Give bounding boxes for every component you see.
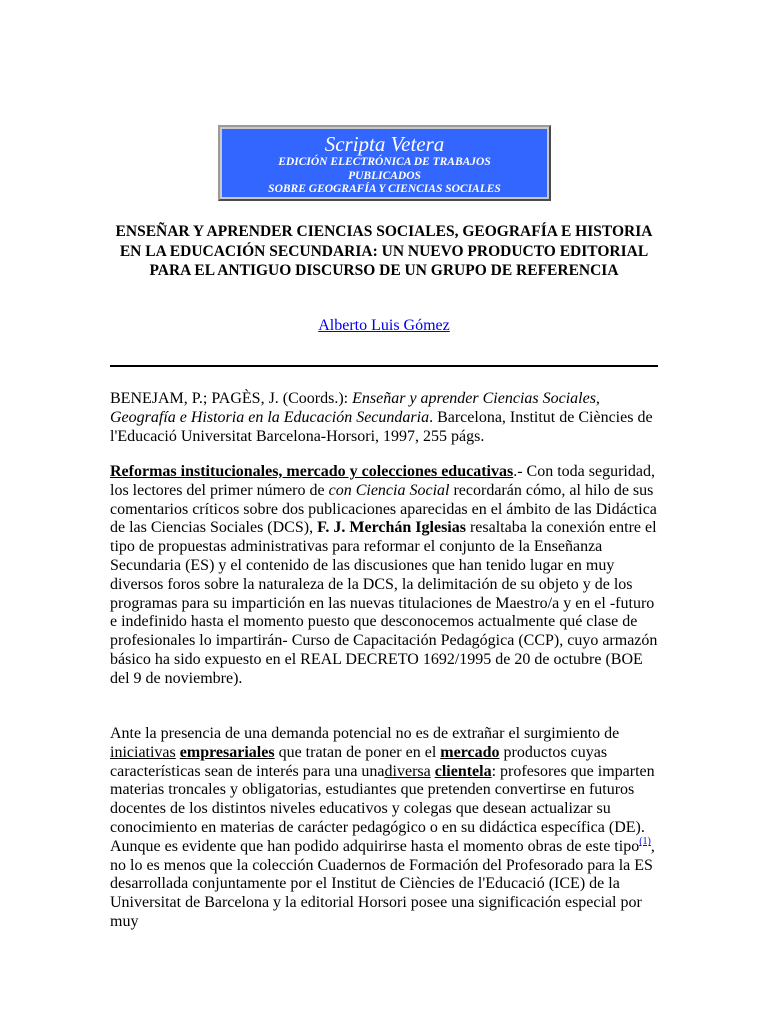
- paragraph-text: productos cuyas características sean de interés para una una: [110, 743, 608, 780]
- paragraph-reformas: [110, 463, 658, 689]
- banner-subtitle-line3: SOBRE GEOGRAFÍA Y CIENCIAS SOCIALES: [268, 183, 501, 195]
- paragraph-text: recordarán cómo, al hilo de sus comentarios críticos sobre dos publicaciones aparecidas en el ámbito de las Didáctica de las Ciencias Sociales (DCS),: [110, 481, 657, 537]
- journal-title: Scripta Vetera: [324, 132, 445, 156]
- banner-subtitle-line1: EDICIÓN ELECTRÓNICA DE TRABAJOS: [278, 156, 491, 168]
- paragraph-text: que tratan de poner en el: [274, 743, 441, 761]
- keyword-iniciativas: iniciativas: [110, 743, 176, 761]
- section-heading: Reformas institucionales, mercado y colecciones educativas: [110, 463, 514, 480]
- horizontal-rule: [110, 365, 658, 367]
- paragraph-text: .- Con toda seguridad, los lectores del primer número de: [110, 463, 655, 499]
- footnote-link[interactable]: (1): [639, 836, 651, 848]
- cited-author-name: F. J. Merchán Iglesias: [317, 519, 466, 537]
- journal-banner-panel: [222, 129, 547, 197]
- paragraph-text: Ante la presencia de una demanda potencial no es de extrañar el surgimiento de: [110, 725, 620, 742]
- keyword-mercado: mercado: [440, 743, 500, 761]
- keyword-diversa: diversa: [384, 762, 431, 780]
- journal-banner: [218, 125, 551, 201]
- journal-name: con Ciencia Social: [328, 481, 450, 499]
- keyword-empresariales: empresariales: [179, 743, 275, 761]
- paragraph-demanda: [110, 725, 658, 932]
- citation-publisher: . Barcelona, Institut de Ciències de l'Educació Universitat Barcelona-Horsori, 1997, 255 págs.: [110, 408, 653, 445]
- citation-authors: BENEJAM, P.; PAGÈS, J. (Coords.):: [110, 390, 353, 407]
- citation-book-title: Enseñar y aprender Ciencias Sociales, Geografía e Historia en la Educación Secundaria: [110, 390, 600, 426]
- author-link[interactable]: Alberto Luis Gómez: [318, 317, 450, 334]
- keyword-clientela: clientela: [434, 762, 492, 780]
- paragraph-text: : profesores que imparten materias troncales y obligatorias, estudiantes que pretenden convertirse en futuros docentes de los distintos niveles educativos y colegas que desean actualizar su conocimiento en materias de carácter pedagógico o en su didáctica específica (DE). Aunque es evidente que han podido adquirirse hasta el momento obras de este tipo: [110, 762, 655, 855]
- banner-subtitle-line2: PUBLICADOS: [348, 169, 421, 182]
- paragraph-text: resaltaba la conexión entre el tipo de propuestas administrativas para reformar el conjunto de la Enseñanza Secundaria (ES) y el contenido de las discusiones que han tenido lugar en muy diversos foros sobre la naturaleza de la DCS, la delimitación de su objeto y de los programas para su impartición en las nuevas titulaciones de Maestro/a y en el -futuro e indefinido hasta el momento puesto que desconocemos actualmente qué clase de profesionales lo impartirán- Curso de Capacitación Pedagógica (CCP), cuyo armazón básico ha sido expuesto en el REAL DECRETO 1692/1995 de 20 de octubre (BOE del 9 de noviembre).: [110, 519, 658, 687]
- author-line: [110, 316, 658, 336]
- footnote-ref: [639, 832, 651, 847]
- paragraph-text: , no lo es menos que la colección Cuadernos de Formación del Profesorado para la ES desarrollada conjuntamente por el Institut de Ciències de l'Educació (ICE) de la Universitat de Barcelona y la editorial Horsori posee una significación especial por muy: [110, 837, 655, 930]
- book-citation: [110, 390, 658, 446]
- article-title: ENSEÑAR Y APRENDER CIENCIAS SOCIALES, GEOGRAFÍA E HISTORIA EN LA EDUCACIÓN SECUNDARIA: UN NUEVO PRODUCTO EDITORIAL PARA EL ANTIGUO DISCURSO DE UN GRUPO DE REFERENCIA: [115, 223, 653, 279]
